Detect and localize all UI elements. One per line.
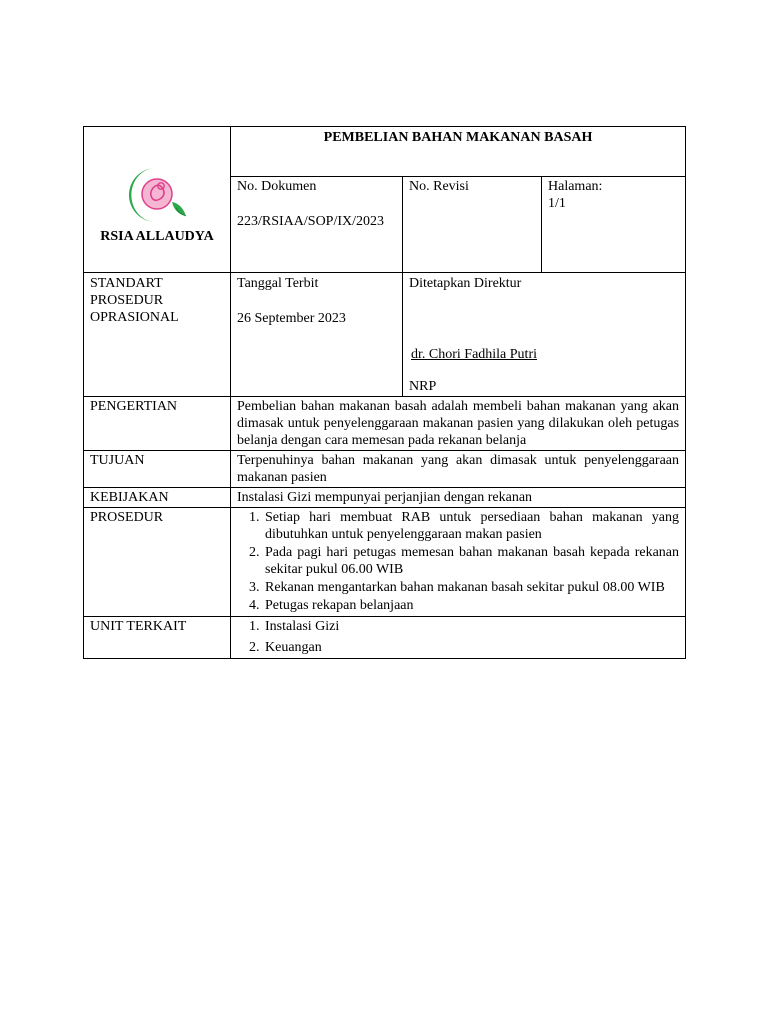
unit-terkait-cell <box>231 617 686 659</box>
director-name: dr. Chori Fadhila Putri <box>411 347 537 362</box>
approval-cell <box>403 273 686 397</box>
mother-baby-logo-icon <box>120 164 194 224</box>
page-label: Halaman: <box>548 179 603 194</box>
logo-cell <box>84 127 231 273</box>
prosedur-list <box>237 509 679 614</box>
list-item: 4. Petugas rekapan belanjaan <box>263 597 679 614</box>
sop-document-table <box>83 126 686 659</box>
page-value: 1/1 <box>548 196 566 211</box>
page-cell <box>542 177 686 273</box>
pengertian-label: PENGERTIAN <box>84 397 231 451</box>
doc-number-label: No. Dokumen <box>237 179 317 194</box>
doc-number-value: 223/RSIAA/SOP/IX/2023 <box>237 214 385 229</box>
organization-name: RSIA ALLAUDYA <box>100 229 214 244</box>
issue-date-value: 26 September 2023 <box>237 311 346 326</box>
prosedur-cell <box>231 508 686 617</box>
doc-number-cell <box>231 177 403 273</box>
prosedur-label: PROSEDUR <box>84 508 231 617</box>
hospital-logo <box>84 164 230 245</box>
unit-terkait-label: UNIT TERKAIT <box>84 617 231 659</box>
kebijakan-text: Instalasi Gizi mempunyai perjanjian dengan rekanan <box>231 488 686 508</box>
approved-by-label: Ditetapkan Direktur <box>409 276 522 291</box>
tujuan-text: Terpenuhinya bahan makanan yang akan dimasak untuk penyelenggaraan makanan pasien <box>231 451 686 488</box>
list-item: 3. Rekanan mengantarkan bahan makanan basah sekitar pukul 08.00 WIB <box>263 579 679 596</box>
sop-type-label: STANDART PROSEDUR OPRASIONAL <box>84 273 231 397</box>
revision-label: No. Revisi <box>409 179 469 194</box>
issue-date-label: Tanggal Terbit <box>237 276 319 291</box>
document-title: PEMBELIAN BAHAN MAKANAN BASAH <box>231 127 686 177</box>
revision-cell <box>403 177 542 273</box>
nrp-label: NRP <box>409 379 437 394</box>
tujuan-label: TUJUAN <box>84 451 231 488</box>
unit-terkait-list <box>237 618 679 656</box>
pengertian-text: Pembelian bahan makanan basah adalah membeli bahan makanan yang akan dimasak untuk penyelenggaraan makanan pasien yang dilakukan oleh petugas belanja dengan cara memesan pada rekanan belanja <box>231 397 686 451</box>
list-item: 2. Pada pagi hari petugas memesan bahan makanan basah kepada rekanan sekitar pukul 06.00 WIB <box>263 544 679 578</box>
issue-date-cell <box>231 273 403 397</box>
list-item: 1. Setiap hari membuat RAB untuk persediaan bahan makanan yang dibutuhkan untuk penyelenggaraan makan pasien <box>263 509 679 543</box>
kebijakan-label: KEBIJAKAN <box>84 488 231 508</box>
list-item: 2. Keuangan <box>263 639 679 656</box>
list-item: 1. Instalasi Gizi <box>263 618 679 635</box>
